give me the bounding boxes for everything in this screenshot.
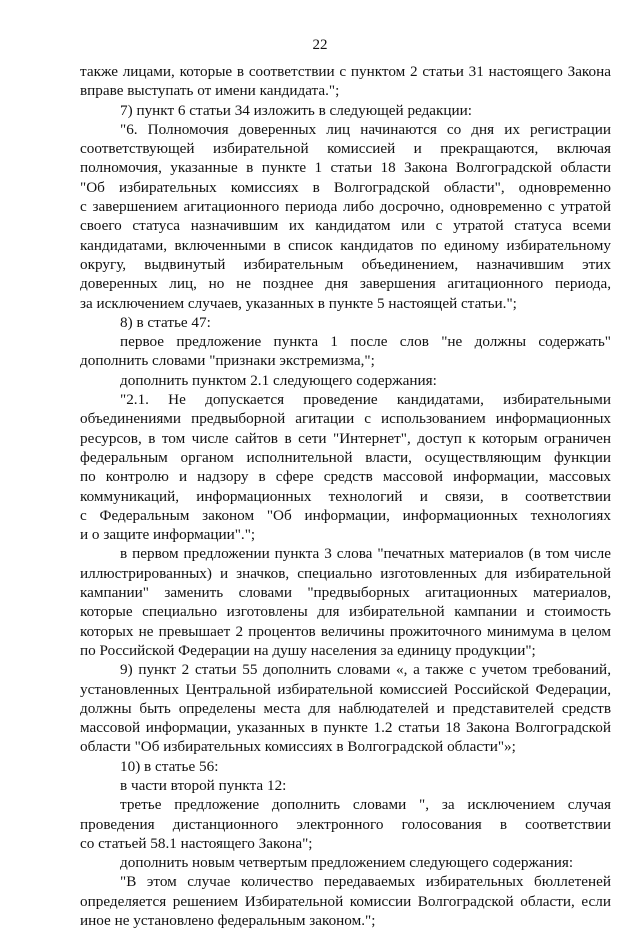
text-line: с Федеральным законом "Об информации, информационных технологиях [80, 506, 611, 524]
text-line: "Об избирательных комиссиях в Волгоградской области", одновременно [80, 178, 611, 196]
text-line: кампании" заменить словами "предвыборных агитационных материалов, [80, 584, 611, 602]
text-line: 9) пункт 2 статьи 55 дополнить словами «, а также с учетом требований, [120, 661, 611, 679]
text-line: 8) в статье 47: [120, 313, 211, 331]
text-line: объединениями предвыборной агитации с использованием информационных [80, 410, 611, 428]
text-line: по Российской Федерации на душу населения за единицу продукции"; [80, 641, 536, 659]
text-line: массовой информации, указанных в пункте 1.2 статьи 18 Закона Волгоградской [80, 719, 611, 737]
text-line: со статьей 58.1 настоящего Закона"; [80, 834, 313, 852]
text-line: области "Об избирательных комиссиях в Волгоградской области"»; [80, 738, 516, 756]
text-line: коммуникаций, информационных технологий и связи, в соответствии [80, 487, 611, 505]
text-line: первое предложение пункта 1 после слов "не должны содержать" [120, 333, 611, 351]
text-line: в первом предложении пункта 3 слова "печатных материалов (в том числе [120, 545, 611, 563]
text-line: иное не установлено федеральным законом."; [80, 912, 376, 930]
text-line: дополнить новым четвертым предложением следующего содержания: [120, 854, 574, 872]
text-line: дополнить словами "признаки экстремизма,"; [80, 352, 375, 370]
text-line: вправе выступать от имени кандидата."; [80, 82, 340, 100]
text-line: кандидатами, включенными в список кандидатов по единому избирательному [80, 236, 611, 254]
text-line: по контролю и надзору в сфере средств массовой информации, массовых [80, 468, 611, 486]
document-body [80, 62, 611, 930]
text-line: которых не превышает 2 процентов величины прожиточного минимума в целом [80, 622, 611, 640]
text-line: установленных Центральной избирательной комиссией Российской Федерации, [80, 680, 611, 698]
text-line: с завершением агитационного периода либо досрочно, одновременно с утратой [80, 198, 611, 216]
text-line: проведения дистанционного электронного голосования в соответствии [80, 815, 611, 833]
text-line: полномочия, указанные в пункте 1 статьи 18 Закона Волгоградской области [80, 159, 611, 177]
text-line: также лицами, которые в соответствии с пунктом 2 статьи 31 настоящего Закона [80, 63, 611, 80]
text-line: соответствующей избирательной комиссией и прекращаются, включая [80, 140, 611, 158]
text-line: ресурсов, в том числе сайтов в сети "Интернет", доступ к которым ограничен [80, 429, 611, 447]
page-number: 22 [312, 37, 328, 53]
text-line: определяется решением Избирательной комиссии Волгоградской области, если [80, 892, 611, 910]
text-line: "2.1. Не допускается проведение кандидатами, избирательными [120, 391, 611, 409]
text-line: доверенных лиц, но не позднее дня завершения агитационного периода, [80, 275, 611, 293]
text-line: и о защите информации"."; [80, 526, 256, 544]
text-line: своего статуса назначившим их кандидатом или с утратой статуса всеми [80, 217, 611, 235]
text-line: федеральным органом исполнительной власти, осуществляющим функции [80, 448, 611, 466]
text-line: округу, выдвинутый избирательным объединением, назначившим этих [80, 255, 611, 273]
text-line: 7) пункт 6 статьи 34 изложить в следующей редакции: [120, 101, 473, 119]
text-line: за исключением случаев, указанных в пункте 5 настоящей статьи."; [80, 294, 517, 312]
text-line: иллюстрированных) и значков, специально изготовленных для избирательной [80, 564, 611, 582]
text-line: 10) в статье 56: [120, 757, 219, 775]
text-line: "6. Полномочия доверенных лиц начинаются со дня их регистрации [120, 120, 611, 138]
text-line: третье предложение дополнить словами ", за исключением случая [120, 796, 611, 814]
text-line: должны быть определены места для наблюдателей и представителей средств [80, 699, 611, 717]
text-line: "В этом случае количество передаваемых избирательных бюллетеней [120, 873, 611, 891]
text-line: которые специально изготовлены для избирательной кампании и стоимость [80, 603, 611, 621]
text-line: в части второй пункта 12: [120, 776, 287, 794]
text-line: дополнить пунктом 2.1 следующего содержания: [120, 371, 437, 389]
